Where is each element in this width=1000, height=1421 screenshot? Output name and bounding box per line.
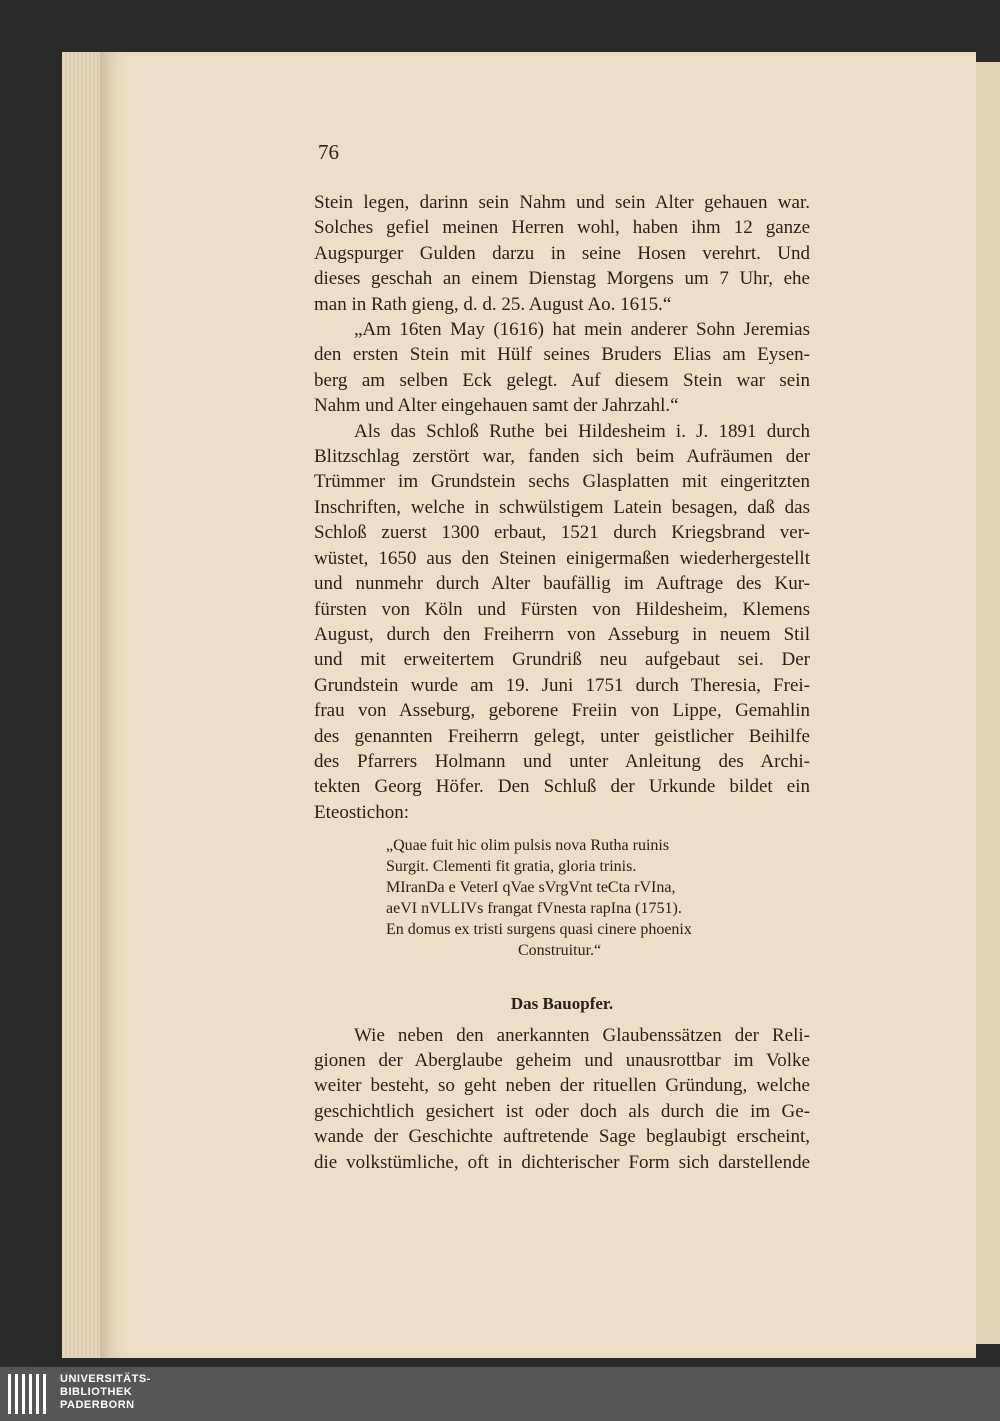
poem-line: Construitur.“ xyxy=(518,942,602,960)
text-line: weiter besteht, so geht neben der rituellen Gründung, welche xyxy=(314,1075,810,1097)
text-line: Trümmer im Grundstein sechs Glasplatten mit eingeritzten xyxy=(314,471,810,493)
paragraph-2 xyxy=(314,317,810,419)
paragraph-4 xyxy=(314,1023,810,1175)
text-line: wüstet, 1650 aus den Steinen einigermaßen wiederhergestellt xyxy=(314,547,810,569)
text-line: des genannten Freiherrn gelegt, unter geistlicher Beihilfe xyxy=(314,725,810,747)
paragraph-3 xyxy=(314,419,810,826)
text-line: August, durch den Freiherrn von Asseburg in neuem Stil xyxy=(314,623,810,645)
text-line: Blitzschlag zerstört war, fanden sich beim Aufräumen der xyxy=(314,446,810,468)
section-heading: Das Bauopfer. xyxy=(510,994,614,1014)
text-line: Augspurger Gulden darzu in seine Hosen verehrt. Und xyxy=(314,242,810,264)
text-line: die volkstümliche, oft in dichterischer Form sich darstellende xyxy=(314,1151,810,1173)
text-line: man in Rath gieng, d. d. 25. August Ao. 1615.“ xyxy=(314,293,672,315)
text-line: Nahm und Alter eingehauen samt der Jahrzahl.“ xyxy=(314,395,679,417)
paragraph-1 xyxy=(314,190,810,317)
text-line: Schloß zuerst 1300 erbaut, 1521 durch Kriegsbrand ver- xyxy=(314,522,810,544)
poem-line: MIranDa e VeterI qVae sVrgVnt teCta rVIna, xyxy=(386,879,676,897)
text-line: dieses geschah an einem Dienstag Morgens um 7 Uhr, ehe xyxy=(314,268,810,290)
text-line: wande der Geschichte auftretende Sage beglaubigt erscheint, xyxy=(314,1126,810,1148)
text-line: Solches gefiel meinen Herren wohl, haben ihm 12 ganze xyxy=(314,217,810,239)
facing-page-edge xyxy=(972,62,1000,1344)
latin-inscription xyxy=(386,835,810,961)
text-line: fürsten von Köln und Fürsten von Hildesheim, Klemens xyxy=(314,598,810,620)
text-line: Grundstein wurde am 19. Juni 1751 durch Theresia, Frei- xyxy=(314,674,810,696)
poem-line: Surgit. Clementi fit gratia, gloria trinis. xyxy=(386,858,637,876)
poem-line: „Quae fuit hic olim pulsis nova Rutha ruinis xyxy=(386,837,670,855)
text-line: „Am 16ten May (1616) hat mein anderer Sohn Jeremias xyxy=(354,319,810,341)
text-line: Inschriften, welche in schwülstigem Latein besagen, daß das xyxy=(314,496,810,518)
poem-line: En domus ex tristi surgens quasi cinere phoenix xyxy=(386,921,692,939)
text-line: tekten Georg Höfer. Den Schluß der Urkunde bildet ein xyxy=(314,776,810,798)
text-line: frau von Asseburg, geborene Freiin von Lippe, Gemahlin xyxy=(314,700,810,722)
text-line: den ersten Stein mit Hülf seines Bruders Elias am Eysen- xyxy=(314,344,810,366)
text-line: Stein legen, darinn sein Nahm und sein Alter gehauen war. xyxy=(314,192,810,213)
text-line: Eteostichon: xyxy=(314,801,409,823)
text-line: des Pfarrers Holmann und unter Anleitung des Archi- xyxy=(314,750,810,772)
text-line: Wie neben den anerkannten Glaubenssätzen der Reli- xyxy=(354,1024,810,1046)
page-number: 76 xyxy=(318,140,339,164)
logo-line: BIBLIOTHEK xyxy=(60,1386,133,1398)
text-line: gionen der Aberglaube geheim und unausrottbar im Volke xyxy=(314,1049,810,1071)
text-line: Als das Schloß Ruthe bei Hildesheim i. J. 1891 durch xyxy=(354,420,810,442)
library-logo-icon xyxy=(6,1372,52,1416)
text-line: und nunmehr durch Alter baufällig im Auftrage des Kur- xyxy=(314,573,810,595)
logo-line: PADERBORN xyxy=(60,1399,135,1411)
poem-line: aeVI nVLLIVs frangat fVnesta rapIna (1751). xyxy=(386,900,682,918)
logo-line: UNIVERSITÄTS- xyxy=(60,1373,151,1385)
text-line: berg am selben Eck gelegt. Auf diesem Stein war sein xyxy=(314,369,810,391)
text-line: und mit erweitertem Grundriß neu aufgebaut sei. Der xyxy=(314,649,810,671)
page-text xyxy=(314,190,810,1175)
text-line: geschichtlich gesichert ist oder doch als durch die im Ge- xyxy=(314,1100,810,1122)
library-logo-text xyxy=(60,1373,151,1412)
